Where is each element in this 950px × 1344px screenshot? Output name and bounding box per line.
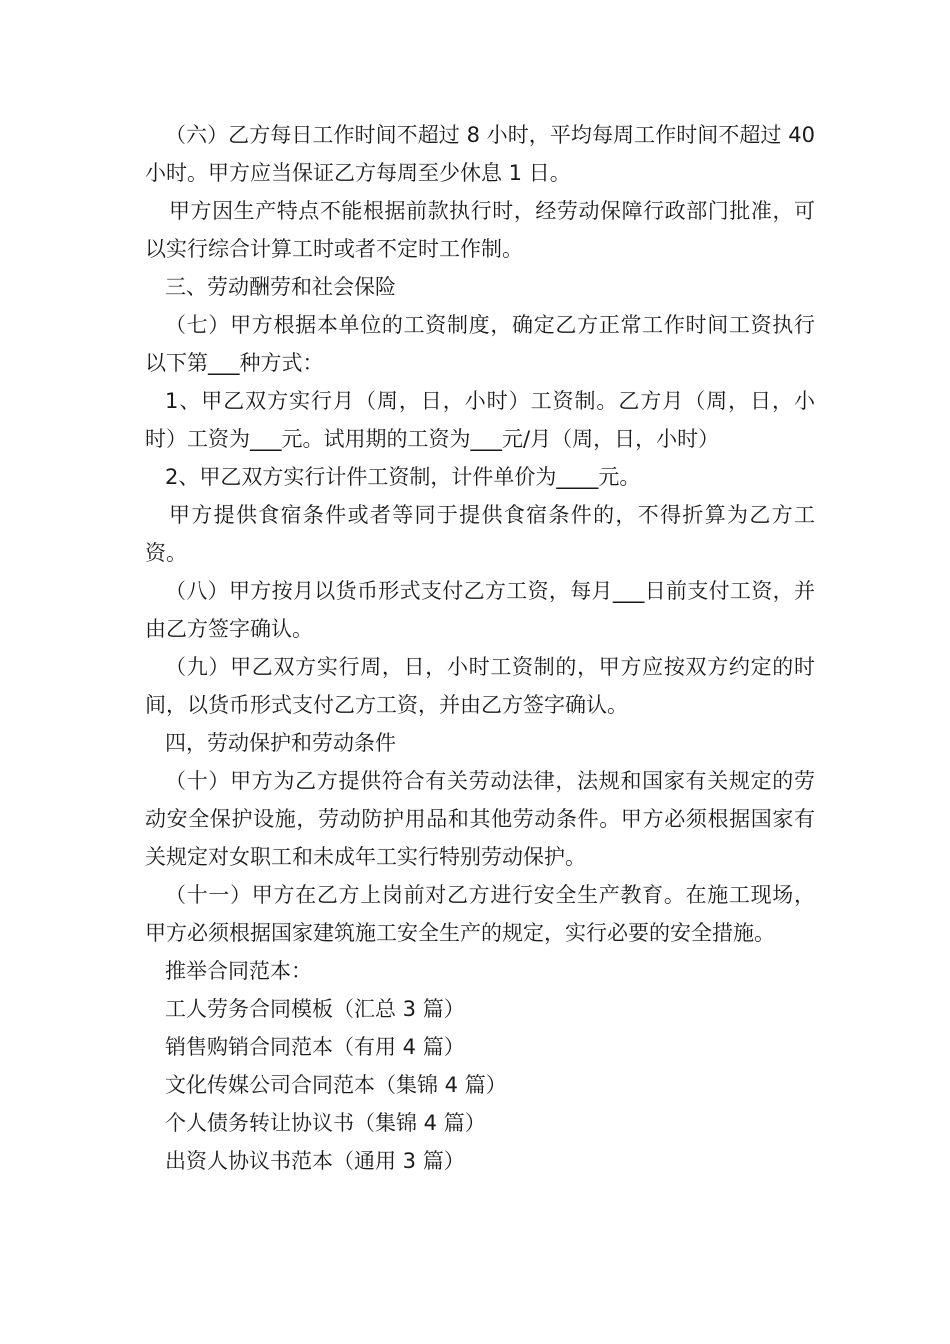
clause-11: （十一）甲方在乙方上岗前对乙方进行安全生产教育。在施工现场，甲方必须根据国家建筑施工安全生产的规定，实行必要的安全措施。: [145, 883, 815, 945]
clause-7-note: 甲方提供食宿条件或者等同于提供食宿条件的，不得折算为乙方工资。: [145, 503, 815, 565]
clause-9: （九）甲乙双方实行周，日，小时工资制的，甲方应按双方约定的时间，以货币形式支付乙方工资，并由乙方签字确认。: [145, 655, 815, 717]
section-3-heading: 三、劳动酬劳和社会保险: [165, 275, 396, 299]
document-body: [145, 116, 815, 1180]
clause-7-option-1: 1、甲乙双方实行月（周，日，小时）工资制。乙方月（周，日，小时）工资为___元。试用期的工资为___元/月（周，日，小时）: [145, 389, 815, 451]
recommend-link-2[interactable]: 销售购销合同范本（有用 4 篇）: [165, 1035, 465, 1059]
clause-10: （十）甲方为乙方提供符合有关劳动法律，法规和国家有关规定的劳动安全保护设施，劳动防护用品和其他劳动条件。甲方必须根据国家有关规定对女职工和未成年工实行特别劳动保护。: [145, 769, 815, 869]
clause-7-option-2: 2、甲乙双方实行计件工资制，计件单价为____元。: [165, 465, 641, 489]
clause-6-note: 甲方因生产特点不能根据前款执行时，经劳动保障行政部门批准，可以实行综合计算工时或者不定时工作制。: [145, 199, 815, 261]
recommend-heading: 推举合同范本：: [165, 959, 312, 983]
recommend-link-4[interactable]: 个人债务转让协议书（集锦 4 篇）: [165, 1111, 486, 1135]
recommend-link-3[interactable]: 文化传媒公司合同范本（集锦 4 篇）: [165, 1073, 507, 1097]
recommend-link-5[interactable]: 出资人协议书范本（通用 3 篇）: [165, 1149, 465, 1173]
section-4-heading: 四，劳动保护和劳动条件: [165, 731, 396, 755]
recommend-link-1[interactable]: 工人劳务合同模板（汇总 3 篇）: [165, 997, 465, 1021]
clause-7: （七）甲方根据本单位的工资制度，确定乙方正常工作时间工资执行以下第___种方式：: [145, 313, 815, 375]
clause-8: （八）甲方按月以货币形式支付乙方工资，每月___日前支付工资，并由乙方签字确认。: [145, 579, 815, 641]
clause-6: （六）乙方每日工作时间不超过 8 小时，平均每周工作时间不超过 40 小时。甲方应当保证乙方每周至少休息 1 日。: [145, 123, 815, 185]
recommended-templates: [145, 952, 815, 1180]
